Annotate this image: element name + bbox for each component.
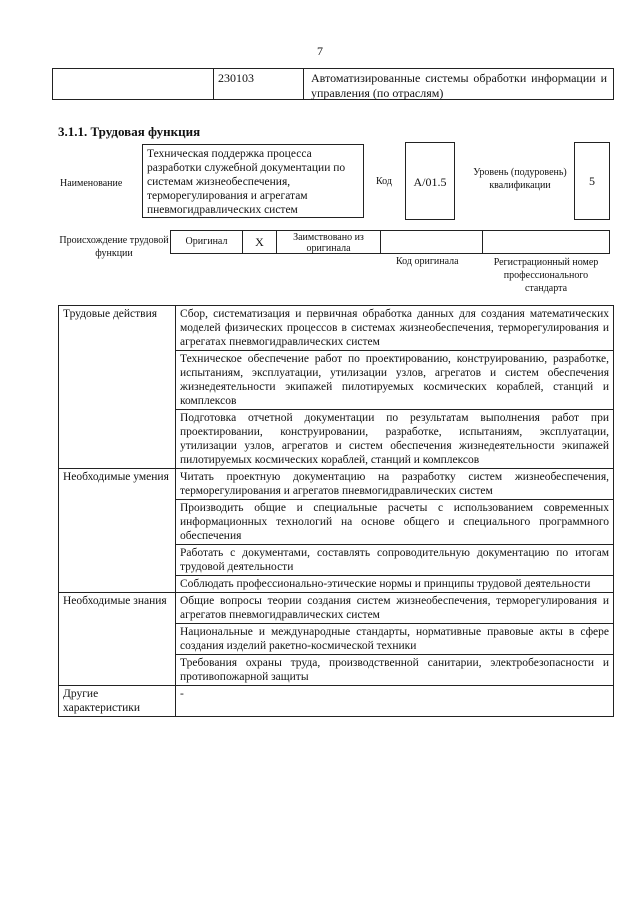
specialty-code: 230103	[214, 69, 304, 99]
table-cell: Производить общие и специальные расчеты с использованием современных информационных технологий на основе общего и специального программного обеспечения	[176, 500, 614, 545]
table-cell: Соблюдать профессионально-этические нормы и принципы трудовой деятельности	[176, 576, 614, 593]
function-name: Техническая поддержка процесса разработки служебной документации по системам жизнеобеспечения, терморегулирования и агрегатам пневмогидравлических систем	[142, 144, 364, 218]
empty-cell	[53, 69, 214, 99]
row-head: Другие характеристики	[59, 686, 176, 717]
origin-table	[170, 230, 610, 254]
table-row	[59, 593, 614, 624]
original-label: Оригинал	[171, 231, 243, 253]
table-cell: Читать проектную документацию на разработку систем жизнеобеспечения, терморегулирования и агрегатов пневмогидравлических систем	[176, 469, 614, 500]
function-code: A/01.5	[405, 142, 455, 220]
origin-label: Происхождение трудовой функции	[59, 235, 169, 259]
specialty-row	[52, 68, 614, 100]
row-head: Необходимые знания	[59, 593, 176, 686]
specialty-name: Автоматизированные системы обработки информации и управления (по отраслям)	[311, 71, 607, 100]
code-label: Код	[376, 176, 392, 187]
code-original-label: Код оригинала	[396, 256, 459, 267]
page-number: 7	[317, 44, 323, 58]
table-cell: Техническое обеспечение работ по проектированию, конструированию, разработке, испытаниям, эксплуатации, утилизации узлов, агрегатов и систем обеспечения жизнедеятельности экипажей пилотируемых космических кораблей, станций и комплексов	[176, 351, 614, 410]
code-original-cell	[381, 231, 483, 253]
reg-number-label: Регистрационный номер профессионального стандарта	[493, 257, 599, 294]
name-label: Наименование	[60, 178, 123, 189]
table-row	[59, 306, 614, 351]
table-cell: Работать с документами, составлять сопроводительную документацию по итогам трудовой деятельности	[176, 545, 614, 576]
table-cell: Общие вопросы теории создания систем жизнеобеспечения, терморегулирования и агрегатов пневмогидравлических систем	[176, 593, 614, 624]
table-cell: -	[176, 686, 614, 717]
table-cell: Сбор, систематизация и первичная обработка данных для создания математических моделей физических процессов в системах жизнеобеспечения, терморегулирования и агрегатах пневмогидравлических систем	[176, 306, 614, 351]
qualification-level: 5	[574, 142, 610, 220]
table-cell: Требования охраны труда, производственной санитарии, электробезопасности и противопожарной защиты	[176, 655, 614, 686]
level-label: Уровень (подуровень) квалификации	[473, 167, 567, 191]
table-row	[59, 686, 614, 717]
function-details-table	[58, 305, 614, 717]
table-row	[59, 469, 614, 500]
table-cell: Национальные и международные стандарты, нормативные правовые акты в сфере создания изделий ракетно-космической техники	[176, 624, 614, 655]
row-head: Трудовые действия	[59, 306, 176, 469]
original-mark: X	[243, 231, 277, 253]
borrowed-label: Заимствовано из оригинала	[277, 231, 381, 253]
section-title: 3.1.1. Трудовая функция	[58, 124, 201, 139]
row-head: Необходимые умения	[59, 469, 176, 593]
reg-number-cell	[483, 231, 609, 253]
table-cell: Подготовка отчетной документации по результатам выполнения работ при проектировании, конструировании, разработке, испытаниям, эксплуатации, утилизации узлов, агрегатов и систем обеспечения жизнедеятельности экипажей пилотируемых космических кораблей, станций и комплексов	[176, 410, 614, 469]
